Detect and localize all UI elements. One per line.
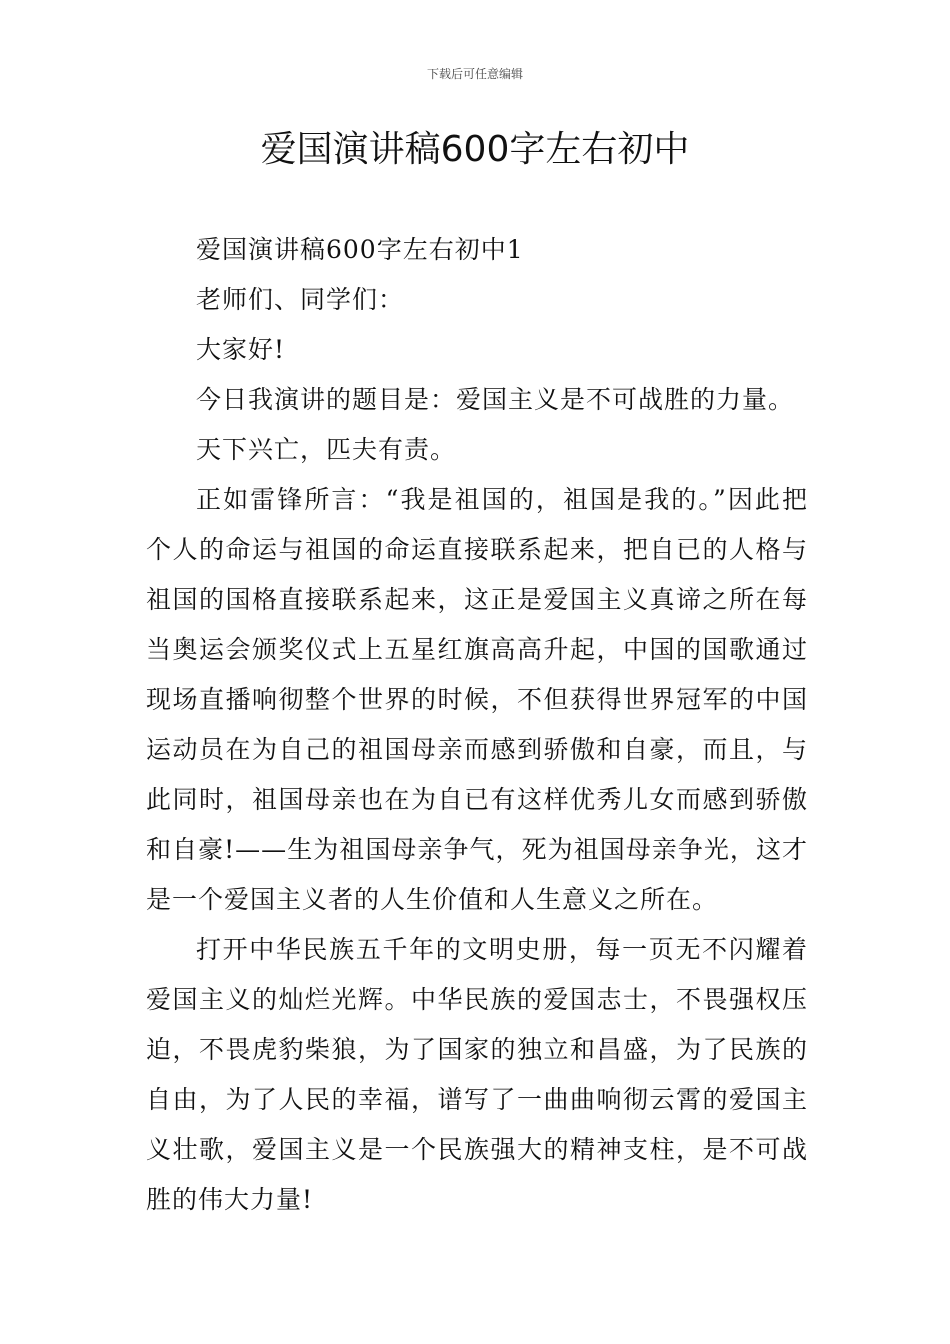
paragraph-body-2: 打开中华民族五千年的文明史册，每一页无不闪耀着爱国主义的灿烂光辉。中华民族的爱国志士，不畏强权压迫，不畏虎豹柴狼，为了国家的独立和昌盛，为了民族的自由，为了人民的幸福，谱写了一曲曲响彻云霄的爱国主义壮歌，爱国主义是一个民族强大的精神支柱，是不可战胜的伟大力量! xyxy=(146,935,808,1214)
document-title: 爱国演讲稿600字左右初中 xyxy=(260,129,690,170)
paragraph-topic: 今日我演讲的题目是：爱国主义是不可战胜的力量。 xyxy=(196,385,795,414)
paragraph-greeting: 大家好! xyxy=(196,335,286,364)
paragraph-subtitle: 爱国演讲稿600字左右初中1 xyxy=(196,235,524,264)
header-note: 下载后可任意编辑 xyxy=(426,67,523,81)
paragraph-quote: 天下兴亡，匹夫有责。 xyxy=(196,435,457,464)
document-body xyxy=(146,225,808,1225)
paragraph-salutation: 老师们、同学们： xyxy=(196,285,405,314)
paragraph-body-1: 正如雷锋所言：“我是祖国的，祖国是我的。”因此把个人的命运与祖国的命运直接联系起来，把自已的人格与祖国的国格直接联系起来，这正是爱国主义真谛之所在每当奥运会颁奖仪式上五星红旗高高升起，中国的国歌通过现场直播响彻整个世界的时候，不但获得世界冠军的中国运动员在为自己的祖国母亲而感到骄傲和自豪，而且，与此同时，祖国母亲也在为自已有这样优秀儿女而感到骄傲和自豪!——生为祖国母亲争气，死为祖国母亲争光，这才是一个爱国主义者的人生价值和人生意义之所在。 xyxy=(146,485,808,914)
